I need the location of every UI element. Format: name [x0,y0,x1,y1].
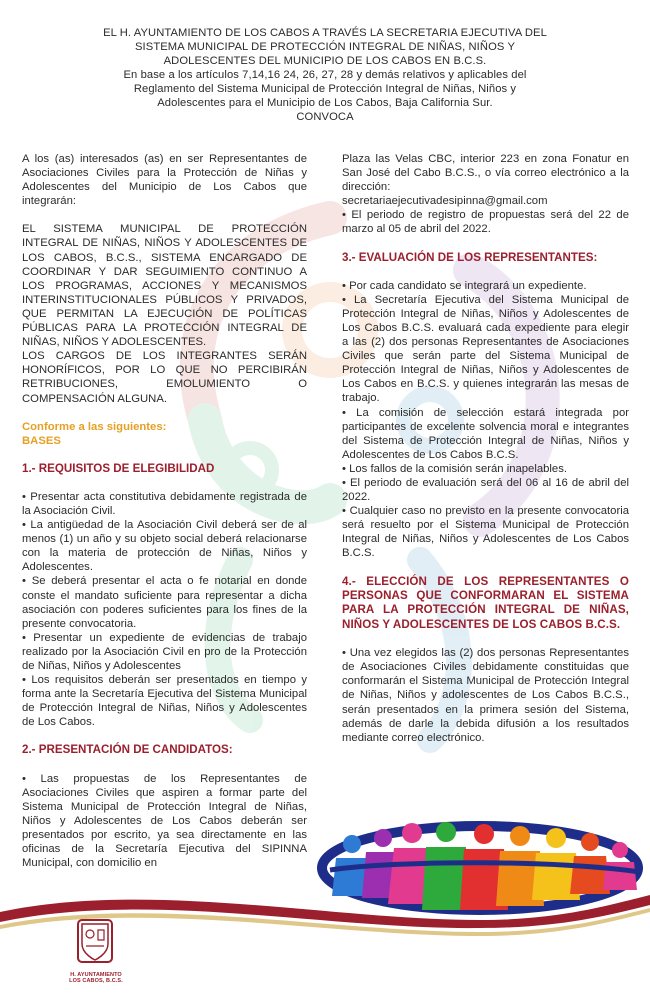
section-2-text: • Las propuestas de los Representantes de Asociaciones Civiles que aspiren a formar parte del Sistema Municipal de Protección Integral de Niñas, Niños y Adolescentes de Los Cabos deberán ser presentados por escrito, ya sea directamente en las oficinas de la Secretaría Ejecutiva del SIPINNA Municipal, con domicilio en [22,772,307,870]
list-item: • Se deberá presentar el acta o fe notarial en donde conste el mandato suficiente para representar a dicha asociación con poderes suficientes para los fines de la presente convocatoria. [22,575,307,630]
bases-heading: BASES [22,434,61,447]
list-item: • La comisión de selección estará integrada por participantes de excelente solvencia moral e integrantes del Sistema de Protección Integral de Niñas, Niños y Adolescentes de Los Cabos B.C.S. [342,406,629,461]
right-column [342,152,629,745]
header-line: Adolescentes para el Municipio de Los Cabos, Baja California Sur. [157,97,493,109]
logo-caption-line1: H. AYUNTAMIENTO [70,972,122,978]
document-header [40,26,610,124]
list-item: • El periodo de evaluación será del 06 al 16 de abril del 2022. [342,476,629,504]
left-column [22,152,307,870]
list-item: • Presentar acta constitutiva debidamente registrada de la Asociación Civil. [22,490,307,517]
list-item: • La antigüedad de la Asociación Civil deberá ser de al menos (1) un año y su objeto social deberá relacionarse con la materia de protección de Niñas, Niños y Adolescentes. [22,519,307,574]
contact-email[interactable]: secretariaejecutivadesipinna@gmail.com [342,195,548,208]
header-line: EL H. AYUNTAMIENTO DE LOS CABOS A TRAVÉS LA SECRETARIA EJECUTIVA DEL [103,27,547,39]
intro-paragraph: A los (as) interesados (as) en ser Representantes de Asociaciones Civiles para la Protección de Niñas y Adolescentes del Municipio de Los Cabos que integrarán: [22,153,307,208]
section-4-title: 4.- ELECCIÓN DE LOS REPRESENTANTES O PERSONAS QUE CONFORMARAN EL SISTEMA PARA LA PROTECCIÓN INTEGRAL DE NIÑAS, NIÑOS Y ADOLESCENTES DE LOS CABOS B.C.S. [342,574,629,631]
system-paragraph: EL SISTEMA MUNICIPAL DE PROTECCIÓN INTEGRAL DE NIÑAS, NIÑOS Y ADOLESCENTES DE LOS CABOS, B.C.S., SISTEMA ENCARGADO DE COORDINAR Y DAR SEGUIMIENTO CONTINUO A LOS PROGRAMAS, ACCIONES Y MECANISMOS INTERINSTITUCIONALES PÚBLICOS Y PRIVADOS, QUE PERMITAN LA EJECUCIÓN DE POLÍTICAS PÚBLICAS PARA LA PROTECCIÓN INTEGRAL DE NIÑAS, NIÑOS Y ADOLESCENTES. [22,223,307,349]
header-line: SISTEMA MUNICIPAL DE PROTECCIÓN INTEGRAL DE NIÑAS, NIÑOS Y [134,41,516,53]
registration-period: • El periodo de registro de propuestas será del 22 de marzo al 05 de abril del 2022. [342,209,629,236]
list-item: • La Secretaría Ejecutiva del Sistema Municipal de Protección Integral de Niñas, Niños y Adolescentes de Los Cabos B.C.S. evaluará cada expediente para elegir a las (2) dos personas Representantes de Asociaciones Civiles que serán parte del Sistema Municipal de Protección Integral de Niñas, Niños y Adolescentes de Los Cabos en B.C.S. y quienes integrarán las mesas de trabajo. [342,293,629,405]
list-item: • Cualquier caso no previsto en la presente convocatoria será resuelto por el Sistema Municipal de Protección Integral de Niñas, Niños y Adolescentes de Los Cabos B.C.S. [342,505,629,560]
header-convoca: CONVOCA [296,111,354,123]
list-item: • Por cada candidato se integrará un expediente. [342,279,587,292]
list-item: • Los fallos de la comisión serán inapelables. [342,462,568,475]
section-3-title: 3.- EVALUACIÓN DE LOS REPRESENTANTES: [342,250,598,264]
header-line: ADOLESCENTES DEL MUNICIPIO DE LOS CABOS EN B.C.S. [163,55,487,67]
logo-caption-line2: LOS CABOS, B.C.S. [69,978,123,985]
address-paragraph: Plaza las Velas CBC, interior 223 en zona Fonatur en San José del Cabo B.C.S., o vía correo electrónico a la dirección: [342,153,629,194]
list-item: • Los requisitos deberán ser presentados en tiempo y forma ante la Secretaría Ejecutiva del Sistema Municipal de Protección Integral de Niñas, Niños y Adolescentes de Los Cabos. [22,674,307,729]
section-2-title: 2.- PRESENTACIÓN DE CANDIDATOS: [22,743,233,757]
honorary-paragraph: LOS CARGOS DE LOS INTEGRANTES SERÁN HONORÍFICOS, POR LO QUE NO PERCIBIRÁN RETRIBUCIONES, EMOLUMIENTO O COMPENSACIÓN ALGUNA. [22,350,307,405]
header-line: Reglamento del Sistema Municipal de Protección Integral de Niñas, Niños y [133,83,517,95]
list-item: • Presentar un expediente de evidencias de trabajo realizado por la Asociación Civil en pro de la Protección de Niñas, Niños y Adolescentes [22,631,307,672]
header-line: En base a los artículos 7,14,16 24, 26, 27, 28 y demás relativos y aplicables del [123,69,527,81]
section-4-text: • Una vez elegidos las (2) dos personas Representantes de Asociaciones Civiles debidamente constituidas que conformarán el Sistema Municipal de Protección Integral de Niñas, Niños y adolescentes de Los Cabos B.C.S., serán presentados en la primera sesión del Sistema, además de darle la debida difusión a los resultados mediante correo electrónico. [342,647,629,744]
municipal-logo [64,922,128,985]
section-1-title: 1.- REQUISITOS DE ELEGIBILIDAD [22,461,215,475]
conforme-heading: Conforme a las siguientes: [22,420,167,433]
